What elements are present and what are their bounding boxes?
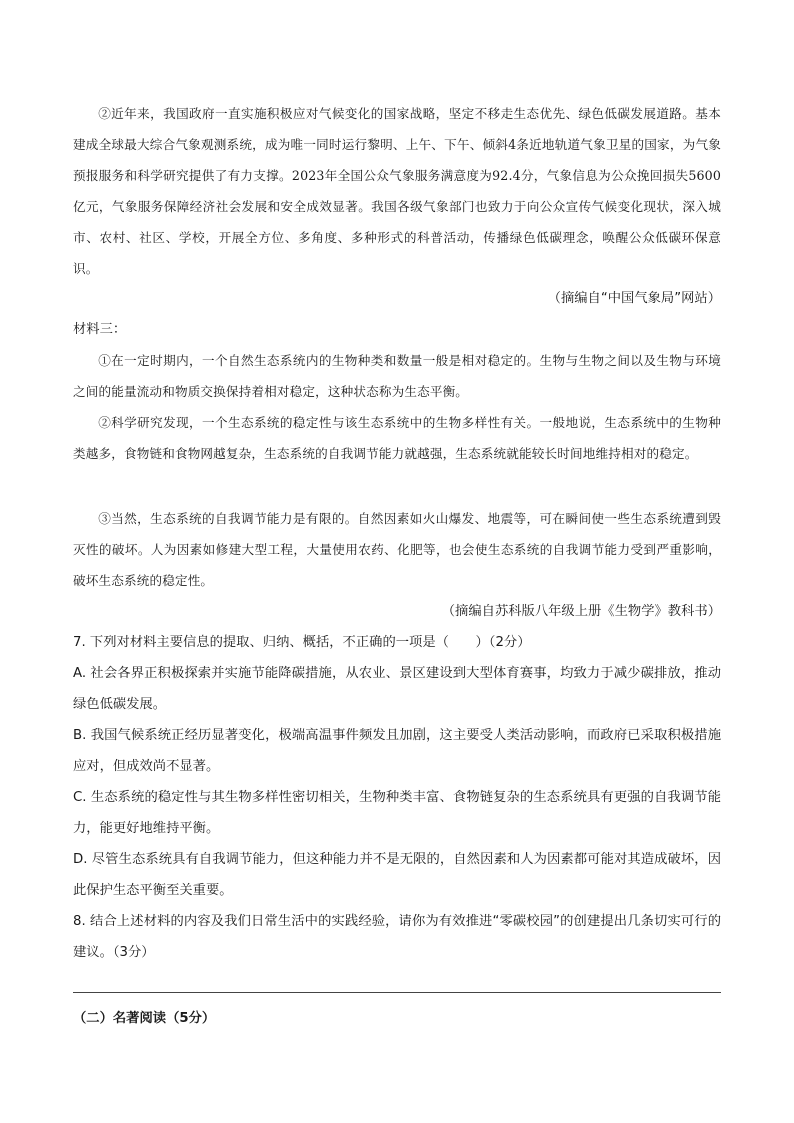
question-8 bbox=[73, 906, 721, 968]
question-7-option-c: C. 生态系统的稳定性与其生物多样性密切相关，生物种类丰富、食物链复杂的生态系统具有更强的自我调节能力，能更好地维持平衡。 bbox=[73, 790, 721, 836]
material2-source: （摘编自“中国气象局”网站） bbox=[547, 291, 721, 306]
section-divider bbox=[73, 992, 721, 993]
question-7-stem: 7. 下列对材料主要信息的提取、归纳、概括，不正确的一项是（ ）（2分） bbox=[73, 635, 531, 650]
question-7-option-b: B. 我国气候系统正经历显著变化，极端高温事件频发且加剧，这主要受人类活动影响，而政府已采取积极措施应对，但成效尚不显著。 bbox=[73, 728, 721, 774]
material3-paragraph-2-text: ②科学研究发现，一个生态系统的稳定性与该生态系统中的生物多样性有关。一般地说，生态系统中的生物种类越多，食物链和食物网越复杂，生态系统的自我调节能力就越强，生态系统就能较长时间地维持相对的稳定。 bbox=[73, 415, 721, 461]
material3-label: 材料三： bbox=[73, 322, 127, 337]
question-8-stem: 8. 结合上述材料的内容及我们日常生活中的实践经验，请你为有效推进“零碳校园”的创建提出几条切实可行的建议。（3分） bbox=[73, 914, 721, 960]
question-7-option-a: A. 社会各界正积极探索并实施节能降碳措施，从农业、景区建设到大型体育赛事，均致力于减少碳排放，推动绿色低碳发展。 bbox=[73, 666, 721, 712]
material3-paragraph-1-text: ①在一定时期内，一个自然生态系统内的生物种类和数量一般是相对稳定的。生物与生物之间以及生物与环境之间的能量流动和物质交换保持着相对稳定，这种状态称为生态平衡。 bbox=[73, 353, 721, 399]
section-2-title: （二）名著阅读（5分） bbox=[73, 1011, 216, 1026]
material3-paragraph-1 bbox=[73, 345, 721, 407]
question-7 bbox=[73, 627, 721, 906]
material3-paragraph-2 bbox=[73, 407, 721, 469]
question-7-option-d: D. 尽管生态系统具有自我调节能力，但这种能力并不是无限的，自然因素和人为因素都可能对其造成破坏，因此保护生态平衡至关重要。 bbox=[73, 852, 721, 898]
material3-paragraph-3-text: ③当然，生态系统的自我调节能力是有限的。自然因素如火山爆发、地震等，可在瞬间使一些生态系统遭到毁灭性的破坏。人为因素如修建大型工程，大量使用农药、化肥等，也会使生态系统的自我调节能力受到严重影响，破坏生态系统的稳定性。 bbox=[73, 511, 721, 588]
material2-paragraph-2 bbox=[73, 98, 721, 284]
material3-source: （摘编自苏科版八年级上册《生物学》教科书） bbox=[441, 604, 721, 619]
material3-paragraph-3 bbox=[73, 503, 721, 596]
material2-paragraph-2-text: ②近年来，我国政府一直实施积极应对气候变化的国家战略，坚定不移走生态优先、绿色低碳发展道路。基本建成全球最大综合气象观测系统，成为唯一同时运行黎明、上午、下午、倾斜4条近地轨道气象卫星的国家，为气象预报服务和科学研究提供了有力支撑。2023年全国公众气象服务满意度为92.4分，气象信息为公众挽回损失5600亿元，气象服务保障经济社会发展和安全成效显著。我国各级气象部门也致力于向公众宣传气候变化现状，深入城市、农村、社区、学校，开展全方位、多角度、多种形式的科普活动，传播绿色低碳理念，唤醒公众低碳环保意识。 bbox=[73, 106, 721, 276]
